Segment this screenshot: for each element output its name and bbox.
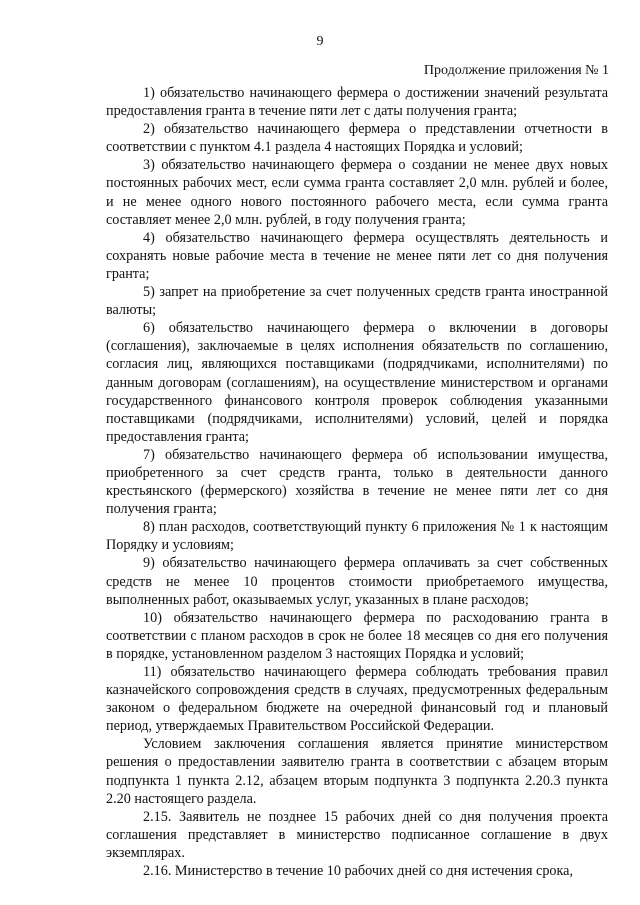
paragraph-2-15: 2.15. Заявитель не позднее 15 рабочих дней со дня получения проекта соглашения представляет в министерство подписанное соглашение в двух экземплярах. xyxy=(106,808,608,861)
paragraph-item-5: 5) запрет на приобретение за счет полученных средств гранта иностранной валюты; xyxy=(106,284,608,319)
paragraph-item-10: 10) обязательство начинающего фермера по расходованию гранта в соответствии с планом расходов в срок не более 18 месяцев со дня его получения в порядке, установленном разделом 3 настоящих Порядка и условий; xyxy=(106,609,608,662)
paragraph-item-6: 6) обязательство начинающего фермера о включении в договоры (соглашения), заключаемые в целях исполнения обязательств по соглашению, согласия лиц, являющихся поставщиками (подрядчиками, исполнителями) по данным договорам (соглашениям), на осуществление министерством и органами государственного финансового контроля проверок соблюдения указанными поставщиками (подрядчиками, исполнителями) условий, целей и порядка предоставления гранта; xyxy=(106,320,608,445)
paragraph-item-8: 8) план расходов, соответствующий пункту 6 приложения № 1 к настоящим Порядку и условиям; xyxy=(106,519,608,554)
appendix-continuation-note: Продолжение приложения № 1 xyxy=(423,63,609,78)
paragraph-item-1: 1) обязательство начинающего фермера о достижении значений результата предоставления гранта в течение пяти лет с даты получения гранта; xyxy=(106,85,608,120)
document-body xyxy=(106,84,608,880)
paragraph-item-2: 2) обязательство начинающего фермера о представлении отчетности в соответствии с пунктом 4.1 раздела 4 настоящих Порядка и условий; xyxy=(106,121,608,156)
paragraph-item-9: 9) обязательство начинающего фермера оплачивать за счет собственных средств не менее 10 процентов стоимости приобретаемого имущества, выполненных работ, оказываемых услуг, указанных в плане расходов; xyxy=(106,555,608,608)
paragraph-item-4: 4) обязательство начинающего фермера осуществлять деятельность и сохранять новые рабочие места в течение не менее пяти лет со дня получения гранта; xyxy=(106,229,608,282)
paragraph-agreement-condition: Условием заключения соглашения является принятие министерством решения о предоставлении заявителю гранта в соответствии с абзацем вторым подпункта 1 пункта 2.12, абзацем вторым подпункта 3 подпункта 2.20.3 пункта 2.20 настоящего раздела. xyxy=(106,736,608,807)
page-number: 9 xyxy=(316,34,324,49)
paragraph-2-16: 2.16. Министерство в течение 10 рабочих дней со дня истечения срока, xyxy=(143,863,574,880)
paragraph-item-3: 3) обязательство начинающего фермера о создании не менее двух новых постоянных рабочих мест, если сумма гранта составляет 2,0 млн. рублей и более, и не менее одного нового постоянного рабочего места, если сумма гранта составляет менее 2,0 млн. рублей, в году получения гранта; xyxy=(106,157,608,228)
paragraph-item-7: 7) обязательство начинающего фермера об использовании имущества, приобретенного за счет средств гранта, только в деятельности данного крестьянского (фермерского) хозяйства в течение не менее пяти лет со дня получения гранта; xyxy=(106,446,608,518)
paragraph-item-11: 11) обязательство начинающего фермера соблюдать требования правил казначейского сопровождения средств в случаях, предусмотренных федеральным законом о федеральном бюджете на очередной финансовый год и плановый период, утверждаемых Правительством Российской Федерации. xyxy=(106,664,608,735)
